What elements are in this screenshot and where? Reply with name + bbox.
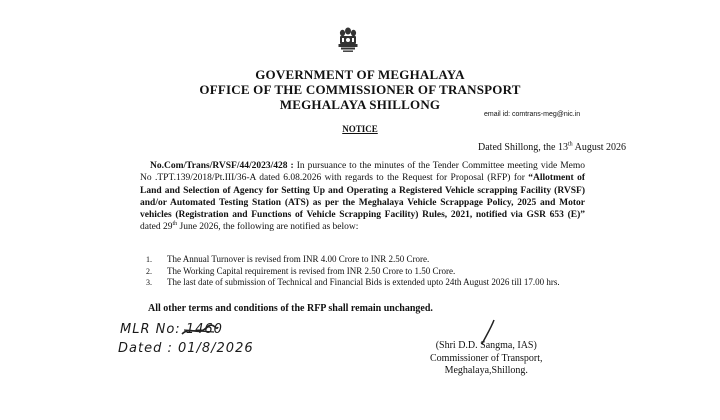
list-item [146, 266, 586, 278]
date-line [478, 142, 626, 153]
list-item-text: The Annual Turnover is revised from INR 4.00 Crore to INR 2.50 Crore. [167, 254, 430, 264]
revision-list [146, 254, 586, 289]
notice-body [140, 160, 585, 234]
body-text-2: dated 29 [140, 222, 173, 233]
list-item-number: 2. [146, 266, 152, 276]
closing-statement: All other terms and conditions of the RFP shall remain unchanged. [148, 303, 433, 314]
date-sup: th [568, 141, 573, 148]
notice-title: NOTICE [342, 124, 378, 134]
list-item [146, 277, 586, 289]
office-heading: OFFICE OF THE COMMISSIONER OF TRANSPORT [199, 82, 521, 97]
list-item-number: 1. [146, 255, 152, 264]
state-emblem-icon [336, 26, 360, 56]
handwritten-date: Dated : 01/8/2026 [118, 341, 254, 356]
date-suffix: August 2026 [572, 142, 627, 153]
rfp-subject: “Allotment of Land and Selection of Agency for Setting Up and Operating a Registered Vehicle scrapping Facility (RVSF) and/or Automated Testing Station (ATS) as per the Meghalaya Vehicle Scrappage Policy, 2025 and Motor vehicles (Registration and Functions of Vehicle Scrapping Facility) Rules, 2021, notified via GSR 653 (E)” [140, 173, 585, 221]
handwritten-memo-number: MLR No: 1460 [120, 322, 223, 337]
date-prefix: Dated Shillong, the 13 [478, 142, 568, 153]
government-heading: GOVERNMENT OF MEGHALAYA [255, 67, 465, 82]
signatory-name: (Shri D.D. Sangma, IAS) [435, 340, 537, 351]
location-heading: MEGHALAYA SHILLONG [279, 97, 441, 112]
email-id: email id: comtrans-meg@nic.in [484, 111, 581, 118]
list-item [146, 254, 586, 266]
signatory-designation: Commissioner of Transport, [430, 352, 543, 364]
list-item-number: 3. [146, 278, 152, 287]
body-text-1: In pursuance to the minutes of the Tender Committee meeting vide Memo No .TPT.139/2018/Pt.III/36-A dated 6.08.2026 with regards to the Request for Proposal (RFP) for [140, 161, 585, 184]
body-sup: th [172, 221, 178, 228]
signatory-place: Meghalaya,Shillong. [444, 365, 528, 376]
reference-number: No.Com/Trans/RVSF/44/2023/428 : [150, 161, 294, 171]
strikethrough-mark [180, 322, 220, 340]
list-item-text: The last date of submission of Technical and Financial Bids is extended upto 24th August 2026 till 17.00 hrs. [167, 277, 560, 287]
signatory-block [430, 340, 543, 378]
body-text-3: June 2026, the following are notified as below: [177, 222, 359, 233]
list-item-text: The Working Capital requirement is revised from INR 2.50 Crore to 1.50 Crore. [167, 265, 456, 276]
